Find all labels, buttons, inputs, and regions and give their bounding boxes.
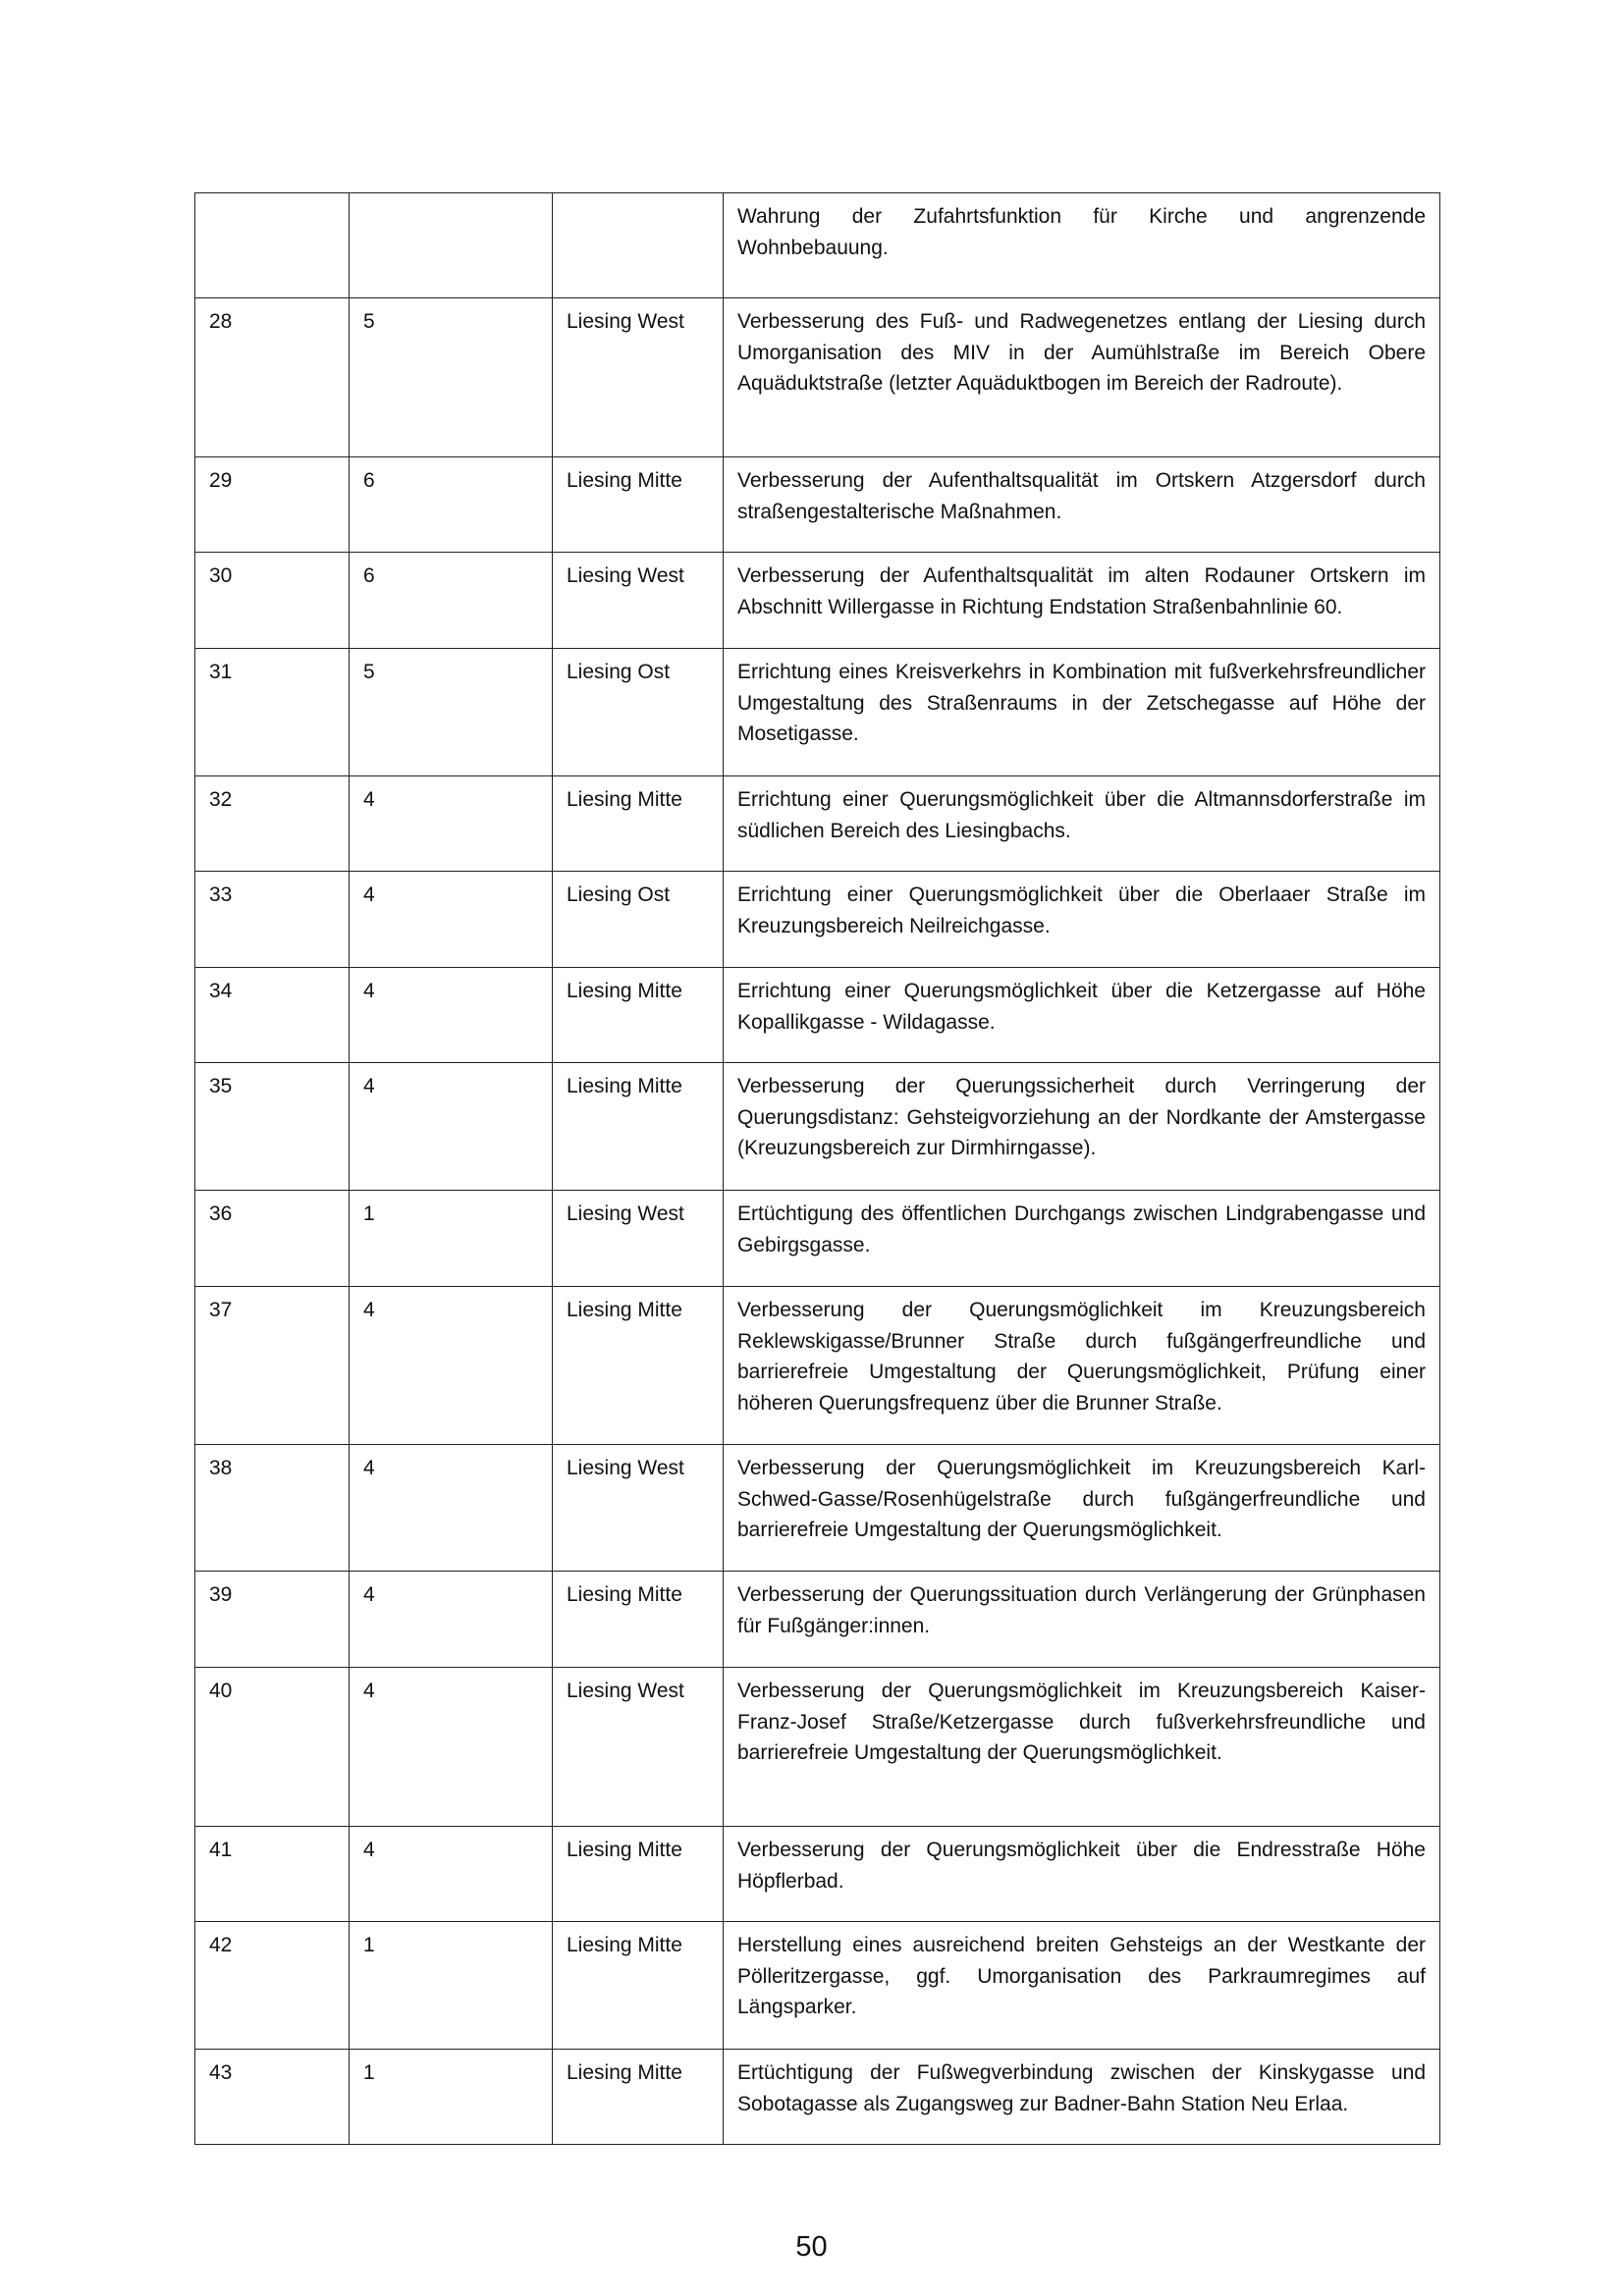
cell-beschreibung: Verbesserung der Aufenthaltsqualität im Ortskern Atzgersdorf durch straßengestalterische Maßnahmen. (724, 457, 1440, 553)
cell-beschreibung: Verbesserung der Querungsmöglichkeit im Kreuzungsbereich Reklewskigasse/Brunner Straße durch fußgängerfreundliche und barrierefreie Umgestaltung der Querungsmöglichkeit, Prüfung einer höheren Querungsfrequenz über die Brunner Straße. (724, 1287, 1440, 1445)
table-row (195, 1287, 1440, 1445)
cell-gebiet: Liesing West (553, 298, 724, 457)
cell-gebiet: Liesing Mitte (553, 2050, 724, 2145)
cell-beschreibung: Ertüchtigung der Fußwegverbindung zwischen der Kinskygasse und Sobotagasse als Zugangsweg zur Badner-Bahn Station Neu Erlaa. (724, 2050, 1440, 2145)
cell-nr: 31 (195, 649, 350, 776)
table-row (195, 1191, 1440, 1287)
cell-kategorie: 6 (350, 553, 553, 649)
table-row (195, 2050, 1440, 2145)
cell-beschreibung: Verbesserung der Querungsmöglichkeit im Kreuzungsbereich Kaiser-Franz-Josef Straße/Ketzergasse durch fußverkehrsfreundliche und barrierefreie Umgestaltung der Querungsmöglichkeit. (724, 1668, 1440, 1827)
table-row (195, 553, 1440, 649)
cell-nr (195, 193, 350, 298)
cell-nr: 39 (195, 1572, 350, 1668)
cell-kategorie: 5 (350, 649, 553, 776)
cell-kategorie: 5 (350, 298, 553, 457)
table-row (195, 968, 1440, 1063)
cell-nr: 38 (195, 1445, 350, 1572)
cell-kategorie: 4 (350, 1827, 553, 1922)
cell-gebiet: Liesing West (553, 1445, 724, 1572)
cell-beschreibung: Errichtung einer Querungsmöglichkeit über die Ketzergasse auf Höhe Kopallikgasse - Wildagasse. (724, 968, 1440, 1063)
cell-nr: 40 (195, 1668, 350, 1827)
cell-kategorie: 4 (350, 1445, 553, 1572)
cell-beschreibung: Herstellung eines ausreichend breiten Gehsteigs an der Westkante der Pölleritzergasse, ggf. Umorganisation des Parkraumregimes auf Längsparker. (724, 1922, 1440, 2050)
cell-gebiet: Liesing Mitte (553, 1287, 724, 1445)
cell-beschreibung: Verbesserung der Querungsmöglichkeit über die Endresstraße Höhe Höpflerbad. (724, 1827, 1440, 1922)
table-row (195, 776, 1440, 872)
cell-gebiet: Liesing Mitte (553, 457, 724, 553)
cell-gebiet: Liesing Mitte (553, 1063, 724, 1191)
cell-kategorie: 4 (350, 1287, 553, 1445)
cell-nr: 41 (195, 1827, 350, 1922)
cell-kategorie: 1 (350, 1191, 553, 1287)
cell-gebiet: Liesing Mitte (553, 1922, 724, 2050)
cell-beschreibung: Verbesserung der Querungssicherheit durch Verringerung der Querungsdistanz: Gehsteigvorziehung an der Nordkante der Amstergasse (Kreuzungsbereich zur Dirmhirngasse). (724, 1063, 1440, 1191)
cell-kategorie: 4 (350, 1063, 553, 1191)
cell-gebiet: Liesing Ost (553, 649, 724, 776)
cell-nr: 30 (195, 553, 350, 649)
cell-kategorie: 1 (350, 1922, 553, 2050)
table-row (195, 1922, 1440, 2050)
cell-gebiet: Liesing Mitte (553, 776, 724, 872)
cell-kategorie: 4 (350, 968, 553, 1063)
cell-nr: 32 (195, 776, 350, 872)
cell-kategorie: 4 (350, 872, 553, 968)
cell-kategorie: 4 (350, 1572, 553, 1668)
cell-gebiet: Liesing West (553, 1191, 724, 1287)
cell-beschreibung: Ertüchtigung des öffentlichen Durchgangs zwischen Lindgrabengasse und Gebirgsgasse. (724, 1191, 1440, 1287)
cell-beschreibung: Errichtung eines Kreisverkehrs in Kombination mit fußverkehrsfreundlicher Umgestaltung des Straßenraums in der Zetschegasse auf Höhe der Mosetigasse. (724, 649, 1440, 776)
table-row (195, 872, 1440, 968)
cell-kategorie: 4 (350, 776, 553, 872)
table-row (195, 1063, 1440, 1191)
table-row (195, 193, 1440, 298)
cell-gebiet: Liesing Mitte (553, 1827, 724, 1922)
cell-gebiet: Liesing Mitte (553, 1572, 724, 1668)
page-number: 50 (795, 2231, 828, 2263)
cell-nr: 37 (195, 1287, 350, 1445)
table-row (195, 1572, 1440, 1668)
cell-nr: 43 (195, 2050, 350, 2145)
cell-nr: 29 (195, 457, 350, 553)
cell-gebiet (553, 193, 724, 298)
cell-beschreibung: Errichtung einer Querungsmöglichkeit über die Altmannsdorferstraße im südlichen Bereich des Liesingbachs. (724, 776, 1440, 872)
cell-gebiet: Liesing Mitte (553, 968, 724, 1063)
cell-beschreibung: Errichtung einer Querungsmöglichkeit über die Oberlaaer Straße im Kreuzungsbereich Neilreichgasse. (724, 872, 1440, 968)
cell-beschreibung: Verbesserung des Fuß- und Radwegenetzes entlang der Liesing durch Umorganisation des MIV in der Aumühlstraße im Bereich Obere Aquäduktstraße (letzter Aquäduktbogen im Bereich der Radroute). (724, 298, 1440, 457)
table-row (195, 457, 1440, 553)
cell-nr: 42 (195, 1922, 350, 2050)
table-row (195, 1445, 1440, 1572)
cell-nr: 33 (195, 872, 350, 968)
table-row (195, 1668, 1440, 1827)
cell-gebiet: Liesing West (553, 1668, 724, 1827)
cell-kategorie (350, 193, 553, 298)
cell-beschreibung: Wahrung der Zufahrtsfunktion für Kirche und angrenzende Wohnbebauung. (724, 193, 1440, 298)
cell-gebiet: Liesing West (553, 553, 724, 649)
cell-beschreibung: Verbesserung der Aufenthaltsqualität im alten Rodauner Ortskern im Abschnitt Willergasse in Richtung Endstation Straßenbahnlinie 60. (724, 553, 1440, 649)
measures-table (194, 192, 1440, 2145)
table-row (195, 1827, 1440, 1922)
cell-kategorie: 6 (350, 457, 553, 553)
cell-nr: 34 (195, 968, 350, 1063)
table-row (195, 298, 1440, 457)
cell-nr: 28 (195, 298, 350, 457)
table-row (195, 649, 1440, 776)
cell-beschreibung: Verbesserung der Querungssituation durch Verlängerung der Grünphasen für Fußgänger:innen. (724, 1572, 1440, 1668)
cell-kategorie: 1 (350, 2050, 553, 2145)
cell-nr: 36 (195, 1191, 350, 1287)
cell-gebiet: Liesing Ost (553, 872, 724, 968)
cell-beschreibung: Verbesserung der Querungsmöglichkeit im Kreuzungsbereich Karl-Schwed-Gasse/Rosenhügelstraße durch fußgängerfreundliche und barrierefreie Umgestaltung der Querungsmöglichkeit. (724, 1445, 1440, 1572)
cell-kategorie: 4 (350, 1668, 553, 1827)
cell-nr: 35 (195, 1063, 350, 1191)
